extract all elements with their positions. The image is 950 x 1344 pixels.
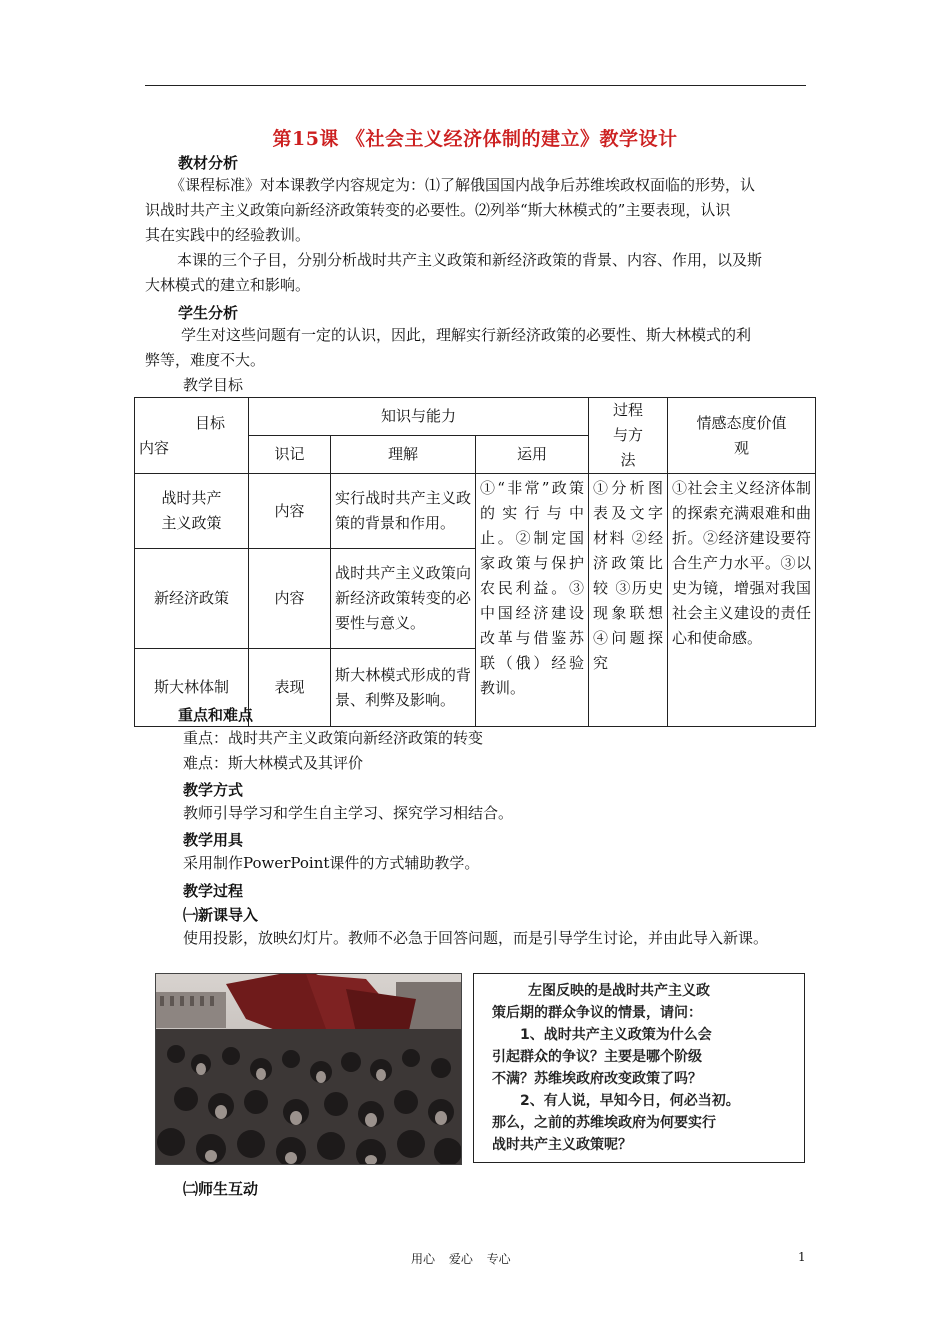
heading-teaching-process: 教学过程: [183, 882, 244, 900]
header-emotion: 情感态度价值观: [668, 398, 816, 474]
material-para2-line2: 大林模式的建立和影响。: [145, 276, 311, 294]
apply-cell: ①“非常”政策的实行与中止。②制定国家政策与保护农民利益。③中国经济建设改革与借鉴苏联（俄）经验教训。: [476, 474, 589, 727]
heading-student-analysis: 学生分析: [178, 304, 239, 322]
historical-crowd-photo: [155, 973, 462, 1165]
question-line: 策后期的群众争议的情景，请问：: [492, 1005, 702, 1021]
student-line1: 学生对这些问题有一定的认识，因此，理解实行新经济政策的必要性、斯大林模式的利: [181, 326, 752, 344]
material-para2-line1: 本课的三个子目，分别分析战时共产主义政策和新经济政策的背景、内容、作用，以及斯: [177, 251, 763, 269]
discussion-question-box: [473, 973, 805, 1163]
row-content-cell: 新经济政策: [135, 549, 249, 649]
table-corner-cell: [135, 398, 249, 474]
table-row: [135, 474, 816, 549]
teaching-method-text: 教师引导学习和学生自主学习、探究学习相结合。: [183, 804, 514, 822]
heading-material-analysis: 教材分析: [178, 154, 239, 172]
new-lesson-text: 使用投影，放映幻灯片。教师不必急于回答问题，而是引导学生讨论，并由此导入新课。: [183, 929, 769, 947]
key-point-text: 重点：战时共产主义政策向新经济政策的转变: [183, 729, 484, 747]
header-rule: [145, 85, 806, 86]
process-method-cell: ①分析图表及文字材料 ②经济政策比较 ③历史现象联想 ④问题探究: [589, 474, 668, 727]
page-title: 第15课 《社会主义经济体制的建立》教学设计: [272, 128, 678, 150]
material-para1-line3: 其在实践中的经验教训。: [145, 226, 311, 244]
corner-target-label: 目标: [195, 413, 226, 432]
subheading-teacher-student-interaction: ㈡师生互动: [183, 1180, 259, 1198]
row-understand-cell: 斯大林模式形成的背景、利弊及影响。: [331, 649, 476, 727]
row-recall-cell: 内容: [249, 474, 331, 549]
header-apply: 运用: [476, 436, 589, 474]
row-understand-cell: 实行战时共产主义政策的背景和作用。: [331, 474, 476, 549]
footer-motto: 用心 爱心 专心: [411, 1252, 511, 1266]
corner-content-label: 内容: [139, 438, 170, 457]
question-line: 不满？苏维埃政府改变政策了吗？: [492, 1071, 702, 1087]
row-content-cell: 战时共产主义政策: [135, 474, 249, 549]
heading-key-points: 重点和难点: [178, 706, 254, 724]
objectives-label: 教学目标: [183, 376, 244, 394]
material-para1-line2: 识战时共产主义政策向新经济政策转变的必要性。⑵列举“斯大林模式的”主要表现，认识: [145, 201, 731, 219]
row-understand-cell: 战时共产主义政策向新经济政策转变的必要性与意义。: [331, 549, 476, 649]
heading-teaching-method: 教学方式: [183, 781, 244, 799]
emotion-cell: ①社会主义经济体制的探索充满艰难和曲折。②经济建设要符合生产力水平。③以史为镜，增强对我国社会主义建设的责任心和使命感。: [668, 474, 816, 727]
heading-teaching-tools: 教学用具: [183, 831, 244, 849]
header-knowledge: 知识与能力: [249, 398, 589, 436]
row-recall-cell: 表现: [249, 649, 331, 727]
header-understand: 理解: [331, 436, 476, 474]
row-recall-cell: 内容: [249, 549, 331, 649]
question-line: 那么，之前的苏维埃政府为何要实行: [492, 1115, 716, 1131]
crowd-photo-illustration: [156, 974, 461, 1164]
material-para1-line1: 《课程标准》对本课教学内容规定为：⑴了解俄国国内战争后苏维埃政权面临的形势，认: [170, 176, 756, 194]
subheading-new-lesson: ㈠新课导入: [183, 906, 259, 924]
question-line: 左图反映的是战时共产主义政: [528, 983, 710, 999]
question-line: 战时共产主义政策呢？: [492, 1137, 632, 1153]
question-line: 2、有人说，早知今日，何必当初。: [520, 1093, 740, 1109]
teaching-tools-text: 采用制作PowerPoint课件的方式辅助教学。: [183, 854, 480, 872]
page-number: 1: [798, 1250, 806, 1264]
student-line2: 弊等，难度不大。: [145, 351, 266, 369]
row-content-cell: 斯大林体制: [135, 649, 249, 727]
difficult-point-text: 难点：斯大林模式及其评价: [183, 754, 364, 772]
question-line: 1、战时共产主义政策为什么会: [520, 1027, 712, 1043]
objectives-table: [134, 397, 816, 727]
header-process-method: 过程与方法: [589, 398, 668, 474]
question-line: 引起群众的争议？主要是哪个阶级: [492, 1049, 702, 1065]
header-recall: 识记: [249, 436, 331, 474]
